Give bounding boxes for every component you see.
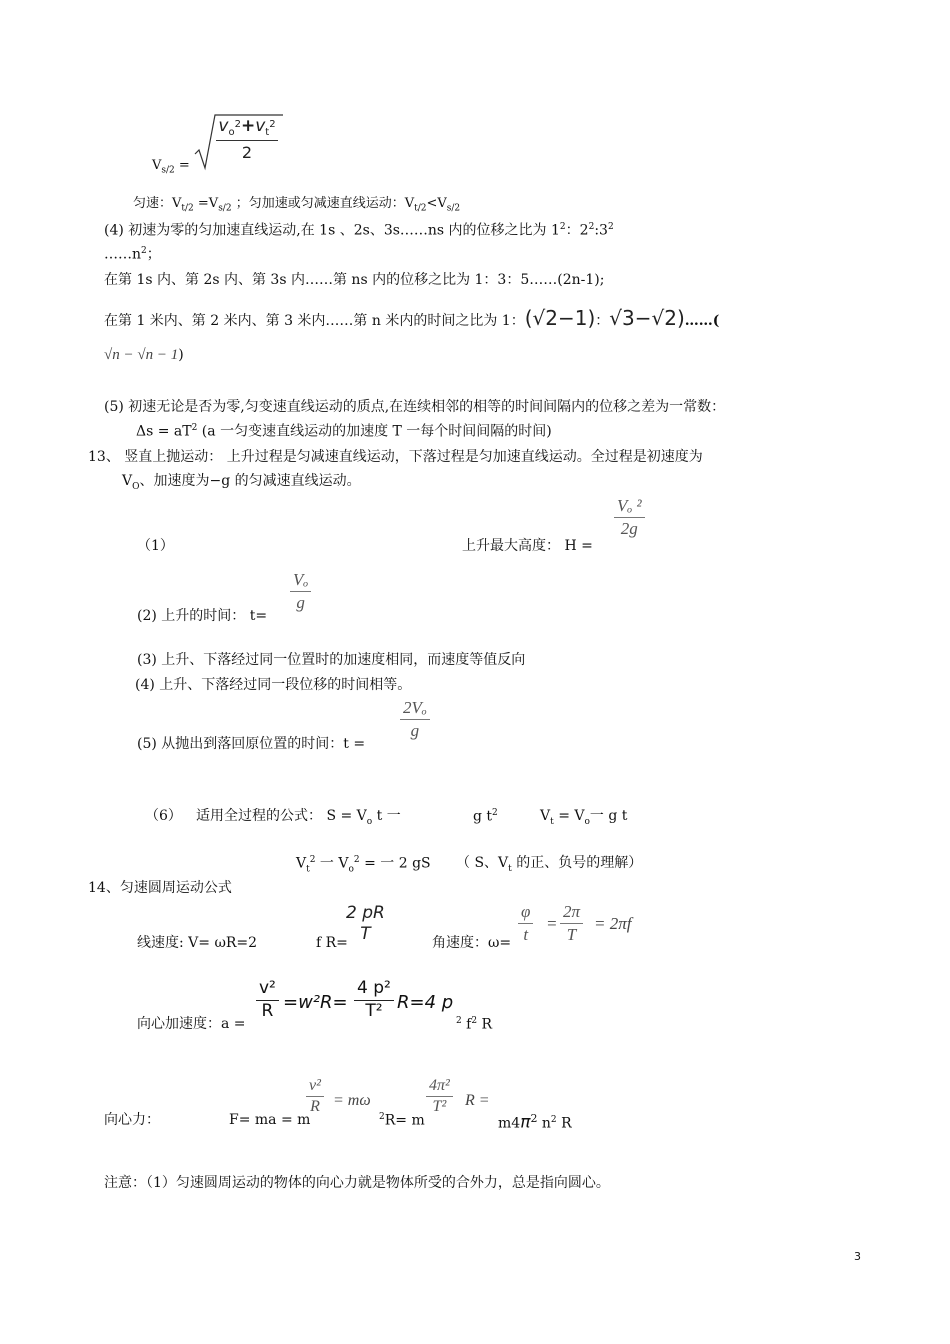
- item13-p1-text: 上升最大高度： H =: [462, 538, 593, 554]
- p7-a-sub: t: [306, 864, 310, 875]
- item13-p1-label: （1）: [137, 538, 174, 554]
- uniform-mid2: ；匀加速或匀减速直线运动：V: [231, 196, 415, 211]
- item13-p3: (3) 上升、下落经过同一位置时的加速度相同，而速度等值反向: [137, 652, 526, 668]
- p6-vt-sub: t: [550, 816, 554, 827]
- H-num: Vₒ ²: [617, 496, 642, 515]
- item4-line4: [104, 306, 719, 330]
- vs2-plus: +: [240, 116, 256, 136]
- ang-bar2: [560, 923, 583, 924]
- t-num: Vₒ: [293, 570, 309, 589]
- ca-den1: R: [261, 1000, 274, 1021]
- item4-line5-tail: ): [178, 347, 184, 363]
- vs2-sub: s/2: [161, 165, 175, 176]
- vs2-fraction: [212, 117, 282, 162]
- ca-num1: v²: [259, 978, 276, 998]
- H-bar: [614, 517, 645, 518]
- f-n-sup: 2: [550, 1115, 557, 1125]
- f-n: n: [537, 1115, 551, 1132]
- p7-b-sub: o: [348, 864, 354, 875]
- p7-note-sub: t: [508, 863, 512, 874]
- ang-den2: T: [566, 924, 577, 944]
- ca-tail2-end: R: [477, 1016, 493, 1033]
- ca-num2: 4 p²: [357, 978, 391, 998]
- p7-b: 一 V: [315, 855, 349, 872]
- ang-bar1: [518, 923, 533, 924]
- ang-eq2: = 2πf: [594, 914, 632, 933]
- item13-p6-label: （6）: [145, 808, 182, 824]
- uniform-mid1: =V: [193, 196, 219, 211]
- fr-num: 2 pR: [346, 903, 385, 923]
- item4-mid-b: :3: [594, 222, 608, 239]
- p6-text2: t 一: [372, 808, 401, 824]
- t2-bar: [400, 719, 430, 720]
- item13-line2-suffix: 、加速度为−g 的匀减速直线运动。: [139, 473, 361, 489]
- item13-p5-text: (5) 从抛出到落回原位置的时间：t =: [137, 736, 366, 752]
- p6-gt: g t: [473, 808, 493, 825]
- force-eq: F= ma = m: [229, 1112, 311, 1128]
- ca-fraction1: [256, 979, 279, 1021]
- uniform-sub1: t/2: [181, 203, 194, 214]
- uniform-sub2: s/2: [218, 203, 232, 214]
- item5-prefix: Δs = aT: [136, 423, 192, 440]
- f-m4-group: [498, 1112, 572, 1133]
- uniform-mid3: <V: [426, 196, 447, 211]
- vs2-v: V: [152, 158, 162, 173]
- item14-title: 14、匀速圆周运动公式: [88, 880, 232, 896]
- t-bar: [290, 591, 311, 592]
- ca-tail2-f: f: [461, 1016, 472, 1033]
- item13-p7: [296, 855, 431, 875]
- item4-line3: 在第 1s 内、第 2s 内、第 3s 内……第 ns 内的位移之比为 1：3：5……(2n-1);: [104, 272, 605, 288]
- p6-vt: V: [540, 808, 551, 824]
- item13-p6-gt: [473, 808, 498, 825]
- p7-a: V: [296, 855, 307, 872]
- f-pi-sup: 2: [530, 1112, 538, 1125]
- vs2-bar: [216, 140, 278, 141]
- item13-p7-note: [456, 855, 642, 875]
- p7-c: = 一 2 gS: [359, 855, 431, 872]
- t2-num: 2Vₒ: [403, 698, 427, 717]
- ang-eq1: =: [546, 914, 558, 933]
- item4-line4-text: 在第 1 米内、第 2 米内、第 3 米内……第 n 米内的时间之比为 1：: [104, 313, 525, 329]
- fv-den: R: [310, 1098, 320, 1116]
- vs2-v1-sup: 2: [234, 119, 241, 130]
- uniform-sub4: s/2: [446, 203, 461, 214]
- vs2-v2-sub: t: [265, 127, 270, 138]
- ca-mid: =w²R=: [283, 992, 348, 1013]
- item4-line2-suffix: ；: [146, 246, 161, 263]
- f-r: R: [556, 1115, 572, 1132]
- f4-tail: R =: [465, 1092, 490, 1109]
- ca-tail2: [456, 1016, 492, 1033]
- t2-den: g: [410, 720, 420, 740]
- item4-sup-c: 2: [607, 222, 614, 232]
- item4-ratio-tail: ……(: [684, 313, 720, 329]
- cent-label: 向心加速度：a =: [137, 1016, 246, 1032]
- p7-note-rest: 的正、负号的理解）: [511, 855, 643, 871]
- item4-mid-a: ：2: [565, 222, 589, 239]
- f4-den: T²: [432, 1098, 447, 1116]
- item5-line1: (5) 初速无论是否为零,匀变速直线运动的质点,在连续相邻的相等的时间间隔内的位移之差为一常数：: [104, 399, 726, 415]
- item5-line2: [136, 423, 552, 440]
- fv-sup: 2: [379, 1112, 385, 1122]
- item4-ratio-sep: ：: [595, 313, 610, 329]
- H-den: 2g: [620, 518, 638, 538]
- p6-text: 适用全过程的公式： S = V: [196, 808, 367, 824]
- ca-tail: R=4 p: [397, 992, 454, 1013]
- uniform-sub3: t/2: [414, 203, 427, 214]
- vs2-v2: v: [255, 116, 266, 136]
- fr-fraction: [343, 904, 388, 944]
- item13-p4: (4) 上升、下落经过同一段位移的时间相等。: [135, 677, 412, 693]
- fr-prefix: f R=: [316, 935, 348, 951]
- fv-mid: = mω: [333, 1092, 371, 1109]
- item13-p6-vt: [540, 808, 627, 828]
- item13-line1: 13、 竖直上抛运动： 上升过程是匀减速直线运动，下落过程是匀加速直线运动。全过程是初速度为: [88, 449, 703, 465]
- item4-sup-d: 2: [141, 246, 147, 256]
- p6-sub: o: [366, 816, 373, 827]
- item13-line2: [122, 473, 361, 493]
- t-fraction: [290, 570, 311, 612]
- item14-note: 注意：（1）匀速圆周运动的物体的向心力就是物体所受的合外力，总是指向圆心。: [104, 1175, 610, 1191]
- item4-line2: [104, 246, 161, 263]
- fv-num: v²: [309, 1077, 321, 1094]
- ca-tail2-sup2: 2: [471, 1016, 478, 1026]
- uniform-prefix: 匀速：V: [133, 196, 182, 211]
- t2-fraction: [400, 698, 430, 740]
- item4-sup-b: 2: [588, 222, 595, 232]
- ca-fraction2: [354, 979, 394, 1021]
- item13-v-sub: O: [132, 481, 140, 492]
- ang-num1: φ: [521, 902, 531, 921]
- vs2-numerator: [212, 117, 282, 138]
- item4-sup-a: 2: [559, 222, 566, 232]
- item5-suffix: (a 一匀变速直线运动的加速度 T 一每个时间间隔的时间): [197, 423, 552, 440]
- item5-sup: 2: [191, 423, 198, 433]
- f-m4: m4: [498, 1115, 521, 1132]
- p6-vt-rest: = V: [553, 808, 585, 824]
- p7-b-sup: 2: [353, 855, 360, 865]
- lin-label: 线速度: V= ωR=2: [137, 935, 258, 951]
- p7-a-sup: 2: [309, 855, 316, 865]
- ang-num2: 2π: [563, 902, 581, 921]
- item4-line2-prefix: ……n: [104, 246, 142, 263]
- vs2-v2-sup: 2: [269, 119, 276, 130]
- ang-fraction2: [560, 902, 583, 944]
- page-number: 3: [854, 1250, 861, 1263]
- f-pi: π: [520, 1112, 531, 1133]
- item4-line1-text: (4) 初速为零的匀加速直线运动,在 1s 、2s、3s……ns 内的位移之比为 1: [104, 222, 560, 239]
- ang-fraction1: [518, 902, 533, 944]
- p6-vt-rest2: 一 g t: [589, 808, 628, 824]
- H-fraction: [614, 496, 645, 538]
- item13-v: V: [122, 473, 133, 489]
- ca-tail2-sup: 2: [456, 1016, 462, 1026]
- p7-note: （ S、V: [456, 855, 509, 871]
- ca-den2: T²: [365, 1000, 383, 1021]
- f4-bar: [426, 1096, 453, 1097]
- ang-label: 角速度：ω=: [432, 935, 512, 951]
- item13-p6: [196, 808, 401, 828]
- vs2-label: [152, 158, 190, 176]
- f4-num: 4π²: [429, 1077, 450, 1094]
- ang-den1: t: [523, 924, 529, 944]
- item4-line5: [104, 346, 184, 364]
- vs2-v1: v: [218, 116, 229, 136]
- fv-r: [379, 1112, 425, 1129]
- fv-r-text: R= m: [384, 1112, 425, 1129]
- item4-ratio1: (√2−1): [524, 306, 596, 330]
- item4-sqrt-n: √n − √n − 1: [104, 347, 179, 363]
- item4-ratio2: √3−√2): [609, 306, 685, 330]
- uniform-line: [133, 196, 460, 214]
- fr-den: T: [360, 923, 371, 944]
- fv-fraction: [306, 1077, 324, 1117]
- fv-bar: [306, 1096, 324, 1097]
- item4-line1: [104, 222, 614, 239]
- item13-p2-text: (2) 上升的时间： t=: [137, 608, 268, 624]
- vs2-den: 2: [241, 143, 253, 162]
- vs2-eq: =: [174, 158, 190, 173]
- vs2-v1-sub: o: [228, 127, 235, 138]
- f4-fraction: [426, 1077, 453, 1117]
- p6-gt-sup: 2: [492, 808, 498, 818]
- t-den: g: [296, 592, 305, 612]
- force-label: 向心力：: [104, 1112, 160, 1128]
- p6-vt-sub2: o: [584, 816, 590, 827]
